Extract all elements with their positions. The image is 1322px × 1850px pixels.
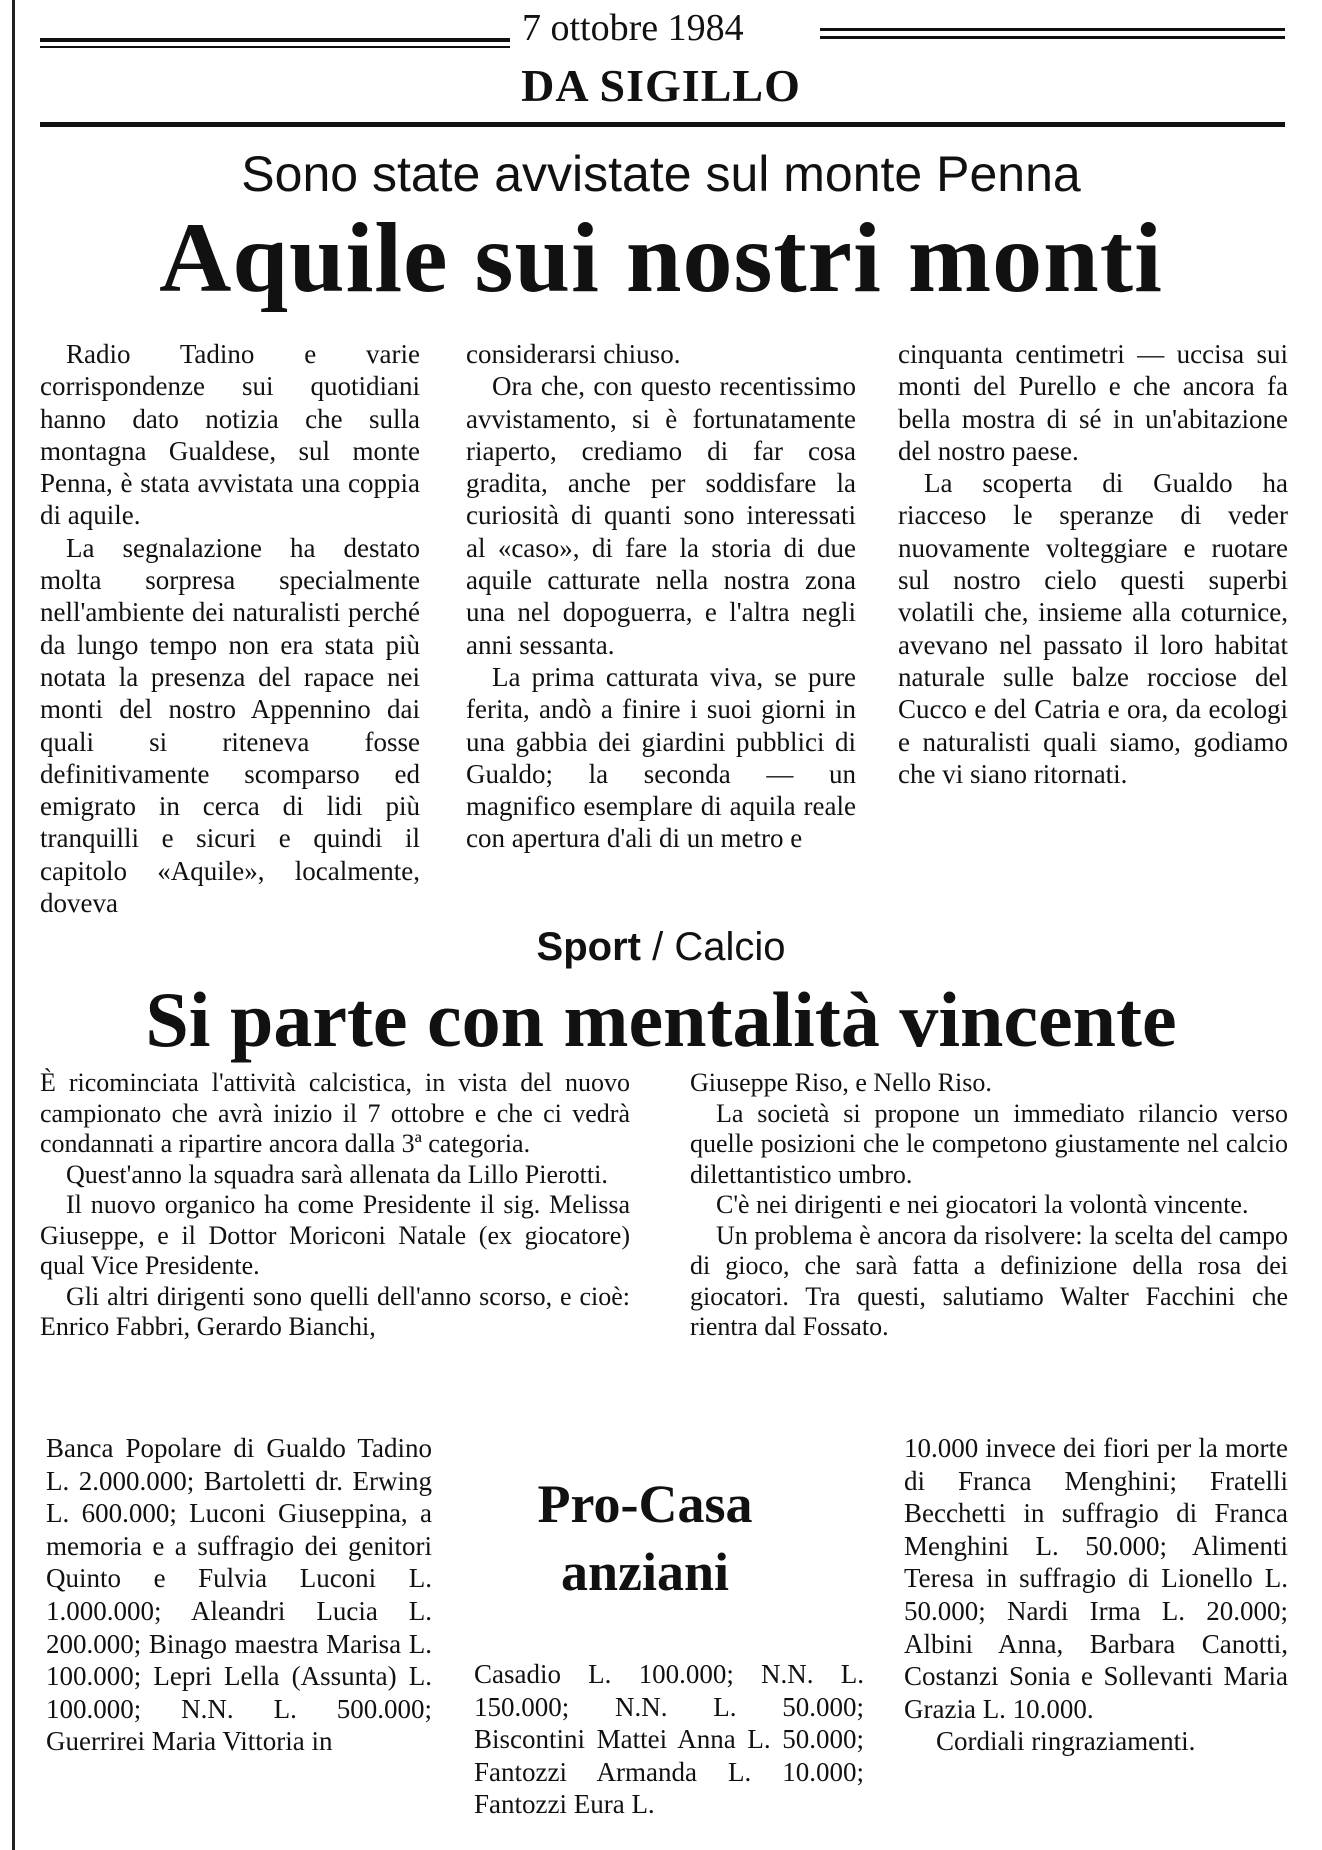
article2-kicker-sport: Sport xyxy=(536,925,641,969)
article3-column-3 xyxy=(904,1432,1288,1758)
article2-col2-paragraph: Giuseppe Riso, e Nello Riso. xyxy=(690,1068,992,1097)
article1-headline: Aquile sui nostri monti xyxy=(159,202,1163,313)
article1-col2-paragraph: Ora che, con questo recentissimo avvistamento, si è fortunatamente riaperto, crediamo di far cosa gradita, anche per soddisfare la curiosità di quanti sono interessati al «caso», di fare la storia di due aquile catturate nella nostra zona una nel dopoguerra, e l'altra negli anni sessanta. xyxy=(466,371,856,660)
article2-col2-paragraph: Un problema è ancora da risolvere: la scelta del campo di gioco, che sarà fatta a definizione della rosa dei giocatori. Tra questi, salutiamo Walter Facchini che rientra dal Fossato. xyxy=(690,1220,1288,1341)
publication-date: 7 ottobre 1984 xyxy=(522,7,744,49)
section-divider xyxy=(40,122,1285,127)
article2-col1-paragraph: Il nuovo organico ha come Presidente il sig. Melissa Giuseppe, e il Dottor Moriconi Natale (ex giocatore) qual Vice Presidente. xyxy=(40,1190,630,1280)
article2-col2-paragraph: C'è nei dirigenti e nei giocatori la volontà vincente. xyxy=(716,1190,1249,1219)
date-header xyxy=(40,6,1285,56)
article3-title-line2: anziani xyxy=(560,1542,730,1602)
article2-column-2 xyxy=(690,1068,1288,1343)
article3-column-1 xyxy=(46,1432,432,1758)
article2-kicker-separator: / xyxy=(640,925,675,969)
article2-headline: Si parte con mentalità vincente xyxy=(145,976,1177,1063)
date-rule-left xyxy=(40,38,510,42)
article1-col2-paragraph: La prima catturata viva, se pure ferita, andò a finire i suoi giorni in una gabbia dei giardini pubblici di Gualdo; la seconda — un magnifico esemplare di aquila reale con apertura d'ali di un metro e xyxy=(466,661,856,854)
article1-column-2 xyxy=(466,338,856,855)
article2-col1-paragraph: Quest'anno la squadra sarà allenata da Lillo Pierotti. xyxy=(66,1159,608,1189)
article1-kicker: Sono state avvistate sul monte Penna xyxy=(241,146,1081,202)
article3-donations-middle: Casadio L. 100.000; N.N. L. 150.000; N.N. L. 50.000; Biscontini Mattei Anna L. 50.000; Fantozzi Armanda L. 10.000; Fantozzi Eura L. xyxy=(474,1659,864,1820)
article1-column-1 xyxy=(40,338,420,919)
article2-kicker-category: Calcio xyxy=(674,925,786,969)
article1-col1-paragraph: Radio Tadino e varie corrispondenze sui quotidiani hanno dato notizia che sulla montagna Gualdese, sul monte Penna, è stata avvistata una coppia di aquile. xyxy=(40,339,420,531)
article3-title xyxy=(460,1470,830,1606)
article1-col3-paragraph: cinquanta centimetri — uccisa sui monti del Purello e che ancora fa bella mostra di sé in un'abitazione del nostro paese. xyxy=(898,339,1288,466)
article3-donations-left: Banca Popolare di Gualdo Tadino L. 2.000.000; Bartoletti dr. Erwing L. 600.000; Luconi Giuseppina, a memoria e a suffragio dei genitori Quinto e Fulvia Luconi L. 1.000.000; Aleandri Lucia L. 200.000; Binago maestra Marisa L. 100.000; Lepri Lella (Assunta) L. 100.000; N.N. L. 500.000; Guerrirei Maria Vittoria in xyxy=(46,1433,432,1757)
article3-column-2 xyxy=(474,1658,864,1821)
article2-col1-paragraph: Gli altri dirigenti sono quelli dell'anno scorso, e cioè: Enrico Fabbri, Gerardo Bianchi, xyxy=(40,1281,630,1341)
article2-col2-paragraph: La società si propone un immediato rilancio verso quelle posizioni che le competono giustamente nel calcio dilettantistico umbro. xyxy=(690,1098,1288,1189)
date-rule-left-thin xyxy=(40,46,510,48)
article1-col3-paragraph: La scoperta di Gualdo ha riacceso le speranze di veder nuovamente volteggiare e ruotare sul nostro cielo questi superbi volatili che, insieme alla coturnice, avevano nel passato il loro habitat naturale sulle balze rocciose del Cucco e del Catria e ora, da ecologi e naturalisti quali siamo, godiamo che vi siano ritornati. xyxy=(898,468,1288,789)
article1-column-3 xyxy=(898,338,1288,790)
date-rule-right xyxy=(820,28,1285,31)
article2-kicker xyxy=(0,920,1322,974)
article3-closing: Cordiali ringraziamenti. xyxy=(936,1726,1196,1757)
article3-title-line1: Pro-Casa xyxy=(537,1474,753,1534)
article1-col2-paragraph: considerarsi chiuso. xyxy=(466,339,681,369)
date-rule-right-second xyxy=(820,36,1285,39)
article2-column-1 xyxy=(40,1068,630,1343)
article1-col1-paragraph: La segnalazione ha destato molta sorpresa specialmente nell'ambiente dei naturalisti perché da lungo tempo non era stata più notata la presenza del rapace nei monti del nostro Appennino dai quali si riteneva fosse definitivamente scomparso ed emigrato in cerca di lidi più tranquilli e sicuri e quindi il capitolo «Aquile», localmente, doveva xyxy=(40,532,420,919)
article3-donations-right: 10.000 invece dei fiori per la morte di Franca Menghini; Fratelli Becchetti in suffragio di Franca Menghini L. 50.000; Alimenti Teresa in suffragio di Lionello L. 50.000; Nardi Irma L. 20.000; Albini Anna, Barbara Canotti, Costanzi Sonia e Sollevanti Maria Grazia L. 10.000. xyxy=(904,1433,1288,1724)
article2-col1-paragraph: È ricominciata l'attività calcistica, in vista del nuovo campionato che avrà inizio il 7 ottobre e che ci vedrà condannati a ripartire ancora dalla 3ª categoria. xyxy=(40,1068,630,1158)
section-dateline: DA SIGILLO xyxy=(521,60,801,111)
